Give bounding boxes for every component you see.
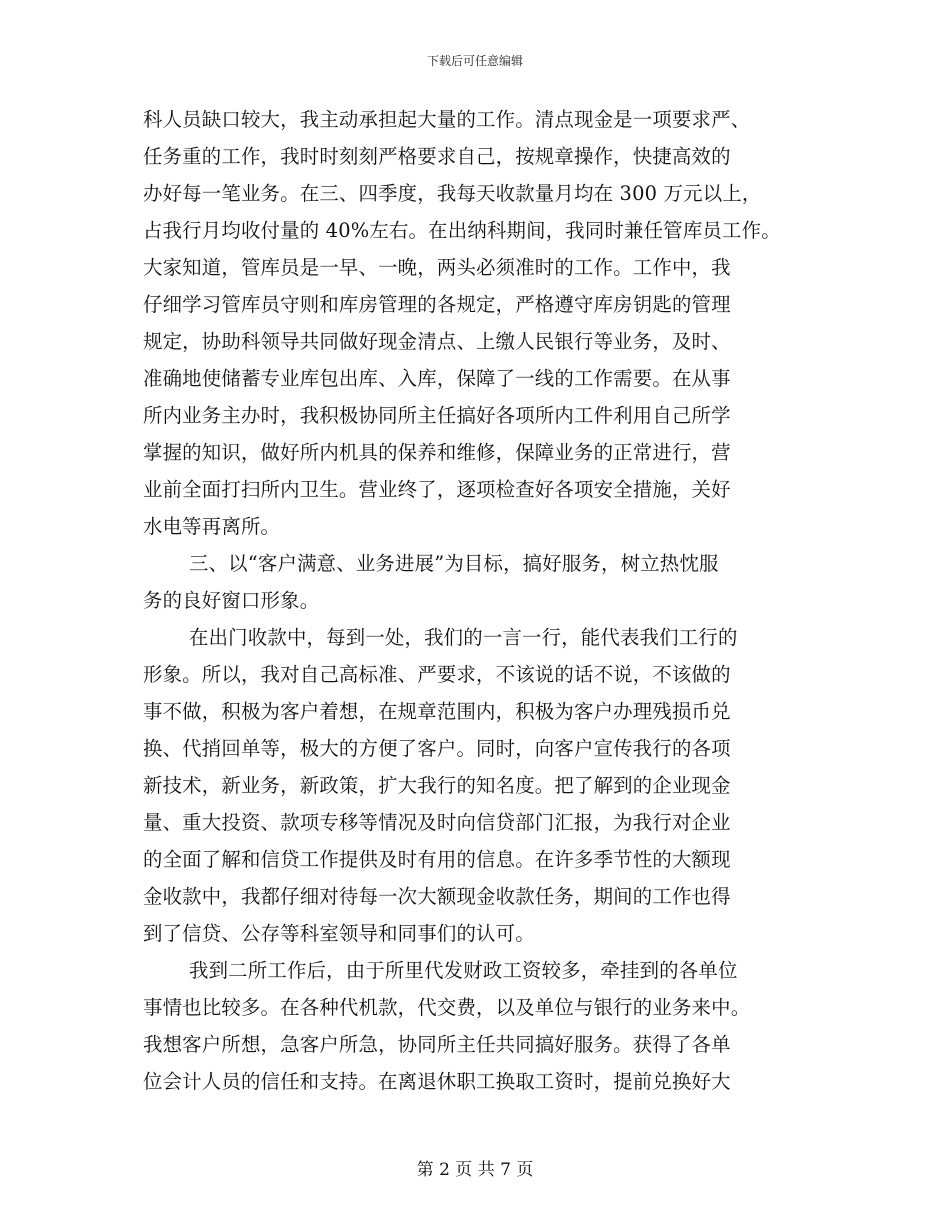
text-line: 务的良好窗口形象。	[143, 589, 320, 612]
page-header: 下载后可任意编辑	[426, 54, 523, 68]
document-body	[143, 101, 808, 1100]
paragraph-start: 在出门收款中，每到一处，我们的一言一行，能代表我们工行的	[189, 626, 738, 649]
text-line: 水电等再离所。	[143, 515, 281, 538]
text-line: 大家知道，管库员是一早、一晚，两头必须准时的工作。工作中，我	[143, 256, 731, 279]
text-line: 位会计人员的信任和支持。在离退休职工换取工资时，提前兑换好大	[143, 1070, 731, 1093]
text-line: 占我行月均收付量的 40%左右。在出纳科期间，我同时兼任管库员工作。	[143, 219, 781, 242]
text-line: 业前全面打扫所内卫生。营业终了，逐项检查好各项安全措施，关好	[143, 478, 731, 501]
text-line: 掌握的知识，做好所内机具的保养和维修，保障业务的正常进行，营	[143, 441, 731, 464]
text-line: 金收款中，我都仔细对待每一次大额现金收款任务，期间的工作也得	[143, 885, 731, 908]
text-line: 换、代捎回单等，极大的方便了客户。同时，向客户宣传我行的各项	[143, 737, 731, 760]
page-footer: 第 2 页 共 7 页	[416, 1160, 534, 1180]
section-heading: 三、以“客户满意、业务进展”为目标，搞好服务，树立热忱服	[189, 552, 719, 575]
text-line: 新技术，新业务，新政策，扩大我行的知名度。把了解到的企业现金	[143, 774, 731, 797]
text-line: 规定，协助科领导共同做好现金清点、上缴人民银行等业务，及时、	[143, 330, 731, 353]
text-line: 形象。所以，我对自己高标准、严要求，不该说的话不说，不该做的	[143, 663, 731, 686]
text-line: 所内业务主办时，我积极协同所主任搞好各项所内工件利用自己所学	[143, 404, 731, 427]
text-line: 办好每一笔业务。在三、四季度，我每天收款量月均在 300 万元以上，	[143, 182, 762, 205]
text-line: 的全面了解和信贷工作提供及时有用的信息。在许多季节性的大额现	[143, 848, 731, 871]
text-line: 事不做，积极为客户着想，在规章范围内，积极为客户办理残损币兑	[143, 700, 731, 723]
text-line: 科人员缺口较大，我主动承担起大量的工作。清点现金是一项要求严、	[143, 108, 751, 131]
text-line: 我想客户所想，急客户所急，协同所主任共同搞好服务。获得了各单	[143, 1033, 731, 1056]
text-line: 准确地使储蓄专业库包出库、入库，保障了一线的工作需要。在从事	[143, 367, 731, 390]
text-line: 量、重大投资、款项专移等情况及时向信贷部门汇报，为我行对企业	[143, 811, 731, 834]
text-line: 仔细学习管库员守则和库房管理的各规定，严格遵守库房钥匙的管理	[143, 293, 731, 316]
paragraph-start: 我到二所工作后，由于所里代发财政工资较多，牵挂到的各单位	[189, 959, 738, 982]
text-line: 事情也比较多。在各种代机款，代交费，以及单位与银行的业务来中。	[143, 996, 751, 1019]
text-line: 任务重的工作，我时时刻刻严格要求自己，按规章操作，快捷高效的	[143, 145, 731, 168]
text-line: 到了信贷、公存等科室领导和同事们的认可。	[143, 922, 535, 945]
